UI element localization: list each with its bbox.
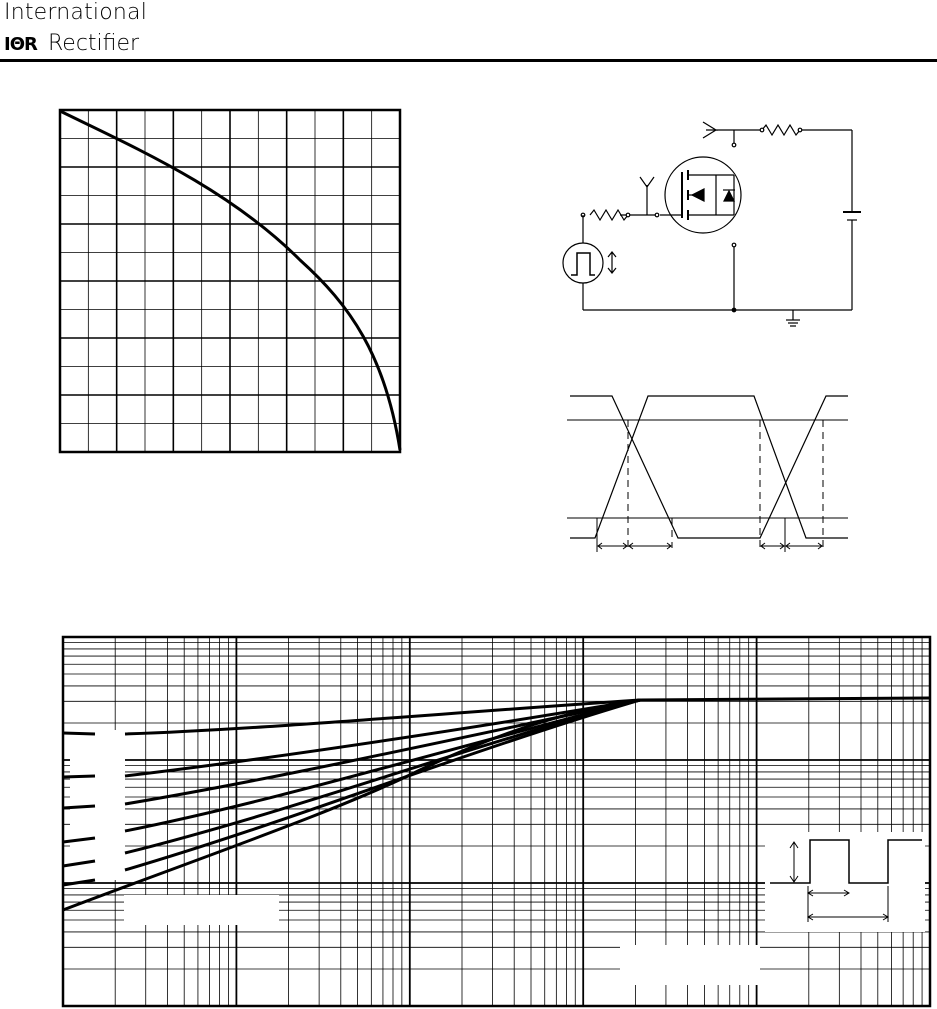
thermal-impedance-chart xyxy=(63,637,930,1006)
curve-single-pulse xyxy=(63,700,640,910)
ior-logo-icon: IΘR xyxy=(4,34,37,55)
pulse-generator-icon xyxy=(563,243,603,283)
load-resistor xyxy=(762,125,800,135)
curve-d001 xyxy=(63,700,640,885)
vds-waveform xyxy=(570,396,848,538)
company-name-line1: International xyxy=(4,0,148,25)
vgs-waveform xyxy=(570,396,848,538)
switching-test-circuit xyxy=(563,122,861,326)
switching-waveforms xyxy=(567,396,848,552)
curve-d010 xyxy=(63,700,640,808)
curve-d002 xyxy=(63,700,640,866)
vdd-arrow xyxy=(703,122,716,138)
thermal-chart-frame xyxy=(63,637,930,1006)
company-name-line2: Rectifier xyxy=(48,31,140,56)
curve-d050 xyxy=(63,698,930,734)
body-diode-icon xyxy=(724,191,734,201)
derating-chart xyxy=(60,110,400,452)
